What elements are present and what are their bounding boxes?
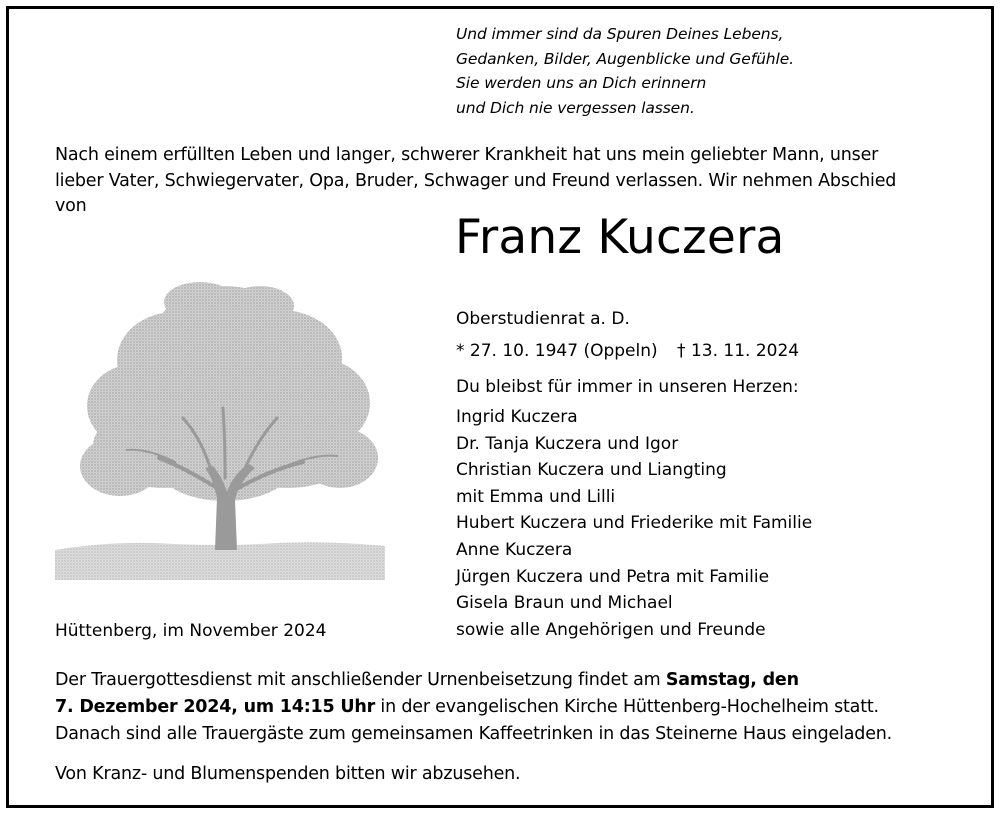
poem-line: Sie werden uns an Dich erinnern	[456, 74, 707, 92]
poem-line: Gedanken, Bilder, Augenblicke und Gefühle.	[456, 49, 794, 68]
place-date: Hüttenberg, im November 2024	[55, 621, 327, 641]
death-date: † 13. 11. 2024	[677, 341, 800, 361]
mourner-entry: Dr. Tanja Kuczera und Igor	[456, 433, 679, 454]
mourner-entry: Gisela Braun und Michael	[456, 593, 673, 614]
service-line-1	[55, 667, 955, 694]
mourner-entry: sowie alle Angehörigen und Freunde	[456, 619, 766, 640]
deceased-title: Oberstudienrat a. D.	[456, 309, 630, 329]
service-line-2	[55, 694, 955, 721]
mourner-entry: Christian Kuczera und Liangting	[456, 460, 727, 481]
intro-line: Nach einem erfüllten Leben und langer, schwerer Krankheit hat uns mein geliebter Mann, unser	[55, 145, 879, 165]
mourner-entry: Ingrid Kuczera	[456, 407, 578, 427]
service-day: Samstag, den	[665, 670, 799, 690]
service-datetime: 7. Dezember 2024, um 14:15 Uhr	[55, 697, 376, 717]
mourner-entry: mit Emma und Lilli	[456, 486, 616, 507]
birth-date: * 27. 10. 1947 (Oppeln)	[456, 341, 658, 361]
life-dates	[456, 338, 813, 364]
deceased-name: Franz Kuczera	[455, 210, 785, 265]
intro-line: lieber Vater, Schwiegervater, Opa, Bruder, Schwager und Freund verlassen. Wir nehmen Abschied	[55, 170, 897, 191]
mourner-entry: Anne Kuczera	[456, 539, 573, 560]
mourner-entry: Hubert Kuczera und Friederike mit Familie	[456, 513, 813, 534]
mourner-entry: Jürgen Kuczera und Petra mit Familie	[456, 566, 770, 587]
poem-line: und Dich nie vergessen lassen.	[456, 98, 695, 117]
intro-line: von	[55, 196, 87, 216]
mourners-list	[456, 404, 812, 643]
service-location: in der evangelischen Kirche Hüttenberg-Hochelheim statt.	[375, 697, 879, 717]
mourners-heading: Du bleibst für immer in unseren Herzen:	[456, 377, 799, 397]
tree-icon	[55, 278, 385, 580]
poem-line: Und immer sind da Spuren Deines Lebens,	[456, 25, 784, 43]
poem	[456, 22, 794, 120]
service-info	[55, 667, 955, 748]
flowers-note: Von Kranz- und Blumenspenden bitten wir abzusehen.	[55, 764, 521, 784]
service-line-3: Danach sind alle Trauergäste zum gemeinsamen Kaffeetrinken in das Steinerne Haus eingeladen.	[55, 724, 893, 744]
service-text: Der Trauergottesdienst mit anschließender Urnenbeisetzung findet am	[55, 670, 666, 690]
